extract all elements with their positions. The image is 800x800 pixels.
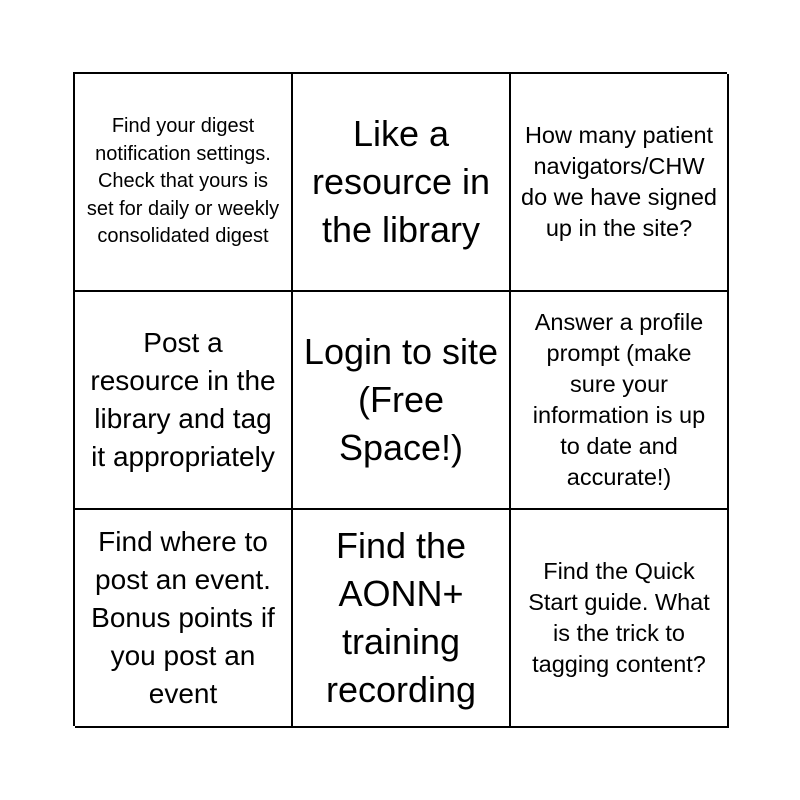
square-text: Login to site (Free Space!) (303, 331, 499, 468)
square-text: Find where to post an event. Bonus points if you post an event (91, 526, 275, 709)
bingo-square-profile-prompt[interactable] (511, 292, 729, 510)
bingo-square-training-recording[interactable] (293, 510, 511, 728)
square-text: Answer a profile prompt (make sure your information is up to date and accurate!) (532, 309, 706, 490)
bingo-square-free-space[interactable] (293, 292, 511, 510)
bingo-square-like-resource[interactable] (293, 74, 511, 292)
bingo-card (73, 72, 727, 726)
bingo-square-post-event[interactable] (75, 510, 293, 728)
square-text: Find the Quick Start guide. What is the trick to tagging content? (528, 558, 710, 677)
square-text: How many patient navigators/CHW do we have signed up in the site? (521, 122, 717, 241)
bingo-square-digest-settings[interactable] (75, 74, 293, 292)
bingo-square-patient-navigators[interactable] (511, 74, 729, 292)
bingo-square-post-resource[interactable] (75, 292, 293, 510)
square-text: Like a resource in the library (311, 113, 491, 250)
square-text: Find your digest notification settings. Check that yours is set for daily or weekly consolidated digest (86, 115, 280, 248)
bingo-square-quick-start-guide[interactable] (511, 510, 729, 728)
square-text: Post a resource in the library and tag it appropriately (90, 327, 276, 472)
square-text: Find the AONN+ training recording (325, 525, 477, 710)
